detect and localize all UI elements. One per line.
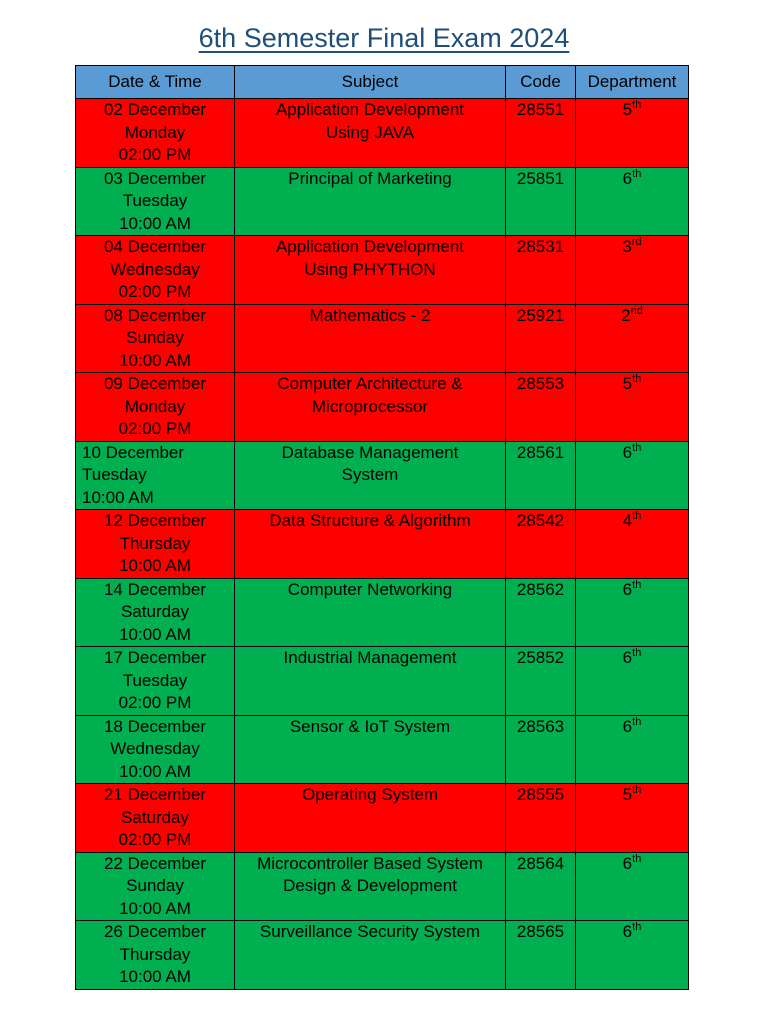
date-time-cell [76, 373, 235, 442]
exam-time: 10:00 AM [119, 213, 191, 233]
exam-day: Sunday [126, 328, 184, 347]
department-cell [576, 441, 689, 510]
table-row [76, 784, 689, 853]
subject-cell [235, 784, 506, 853]
date-time-cell [76, 304, 235, 373]
exam-date: 26 December [103, 922, 207, 941]
table-row [76, 167, 689, 236]
subject-cell [235, 715, 506, 784]
subject-line: Using JAVA [325, 122, 415, 142]
department-cell [576, 852, 689, 921]
department-number: 2 [621, 305, 631, 325]
exam-date: 17 December [103, 648, 207, 667]
department-number: 6 [622, 716, 633, 736]
subject-cell [235, 510, 506, 579]
department-suffix: th [632, 167, 642, 180]
exam-time: 10:00 AM [119, 898, 191, 918]
exam-day: Monday [124, 122, 186, 142]
date-time-cell [76, 167, 235, 236]
exam-time: 02:00 PM [118, 145, 192, 164]
department-number: 3 [622, 237, 632, 256]
department-cell [576, 715, 689, 784]
department-suffix: th [632, 373, 642, 385]
code-cell: 28563 [506, 715, 576, 784]
table-row [76, 510, 689, 579]
exam-time: 02:00 PM [118, 830, 192, 849]
code-cell: 28531 [506, 236, 576, 305]
department-cell [576, 304, 689, 373]
department-suffix: th [632, 441, 642, 454]
exam-date: 10 December [82, 442, 185, 462]
department-suffix: th [632, 510, 642, 522]
subject-cell [235, 373, 506, 442]
department-number: 5 [622, 100, 633, 119]
department-suffix: th [632, 784, 642, 796]
date-time-cell [76, 715, 235, 784]
code-cell: 28562 [506, 578, 576, 647]
header-subject: Subject [235, 66, 506, 99]
code-cell: 28553 [506, 373, 576, 442]
subject-line: Principal of Marketing [288, 168, 452, 188]
department-suffix: rd [631, 236, 642, 248]
department-number: 4 [622, 511, 633, 530]
header-department: Department [576, 66, 689, 99]
exam-date: 03 December [103, 168, 207, 188]
exam-day: Sunday [126, 876, 184, 895]
date-time-cell [76, 99, 235, 168]
header-date-time: Date & Time [76, 66, 235, 99]
department-suffix: th [632, 852, 642, 865]
exam-day: Thursday [119, 533, 191, 553]
exam-time: 10:00 AM [119, 967, 191, 986]
subject-line: Operating System [301, 785, 439, 804]
code-cell: 25852 [506, 647, 576, 716]
exam-date: 04 December [103, 237, 207, 256]
table-row [76, 373, 689, 442]
subject-line: Computer Networking [287, 579, 453, 599]
subject-cell [235, 852, 506, 921]
code-cell: 28542 [506, 510, 576, 579]
date-time-cell [76, 236, 235, 305]
date-time-cell [76, 852, 235, 921]
department-number: 6 [622, 168, 633, 188]
page-title: 6th Semester Final Exam 2024 [198, 23, 570, 53]
department-cell [576, 167, 689, 236]
department-cell [576, 99, 689, 168]
table-row [76, 715, 689, 784]
exam-time: 02:00 PM [118, 693, 192, 712]
exam-time: 10:00 AM [119, 624, 191, 644]
date-time-cell [76, 510, 235, 579]
code-cell: 25851 [506, 167, 576, 236]
department-cell [576, 647, 689, 716]
table-row [76, 304, 689, 373]
subject-line: Microprocessor [311, 396, 429, 416]
exam-date: 12 December [103, 511, 207, 530]
department-suffix: th [632, 647, 642, 659]
department-number: 6 [622, 922, 633, 941]
subject-cell [235, 441, 506, 510]
exam-day: Saturday [120, 602, 190, 621]
subject-line: Microcontroller Based System [257, 853, 483, 873]
exam-day: Monday [124, 396, 186, 416]
subject-line: Design & Development [283, 876, 457, 895]
code-cell: 28565 [506, 921, 576, 990]
subject-cell [235, 236, 506, 305]
department-number: 6 [622, 853, 633, 873]
exam-day: Tuesday [122, 670, 188, 690]
exam-time: 10:00 AM [119, 350, 191, 370]
department-cell [576, 578, 689, 647]
subject-line: Application Development [275, 100, 465, 119]
exam-date: 09 December [103, 374, 207, 393]
exam-day: Tuesday [82, 465, 147, 484]
exam-day: Saturday [120, 807, 190, 827]
subject-line: Data Structure & Algorithm [269, 511, 471, 530]
table-row [76, 921, 689, 990]
exam-day: Wednesday [110, 259, 200, 279]
subject-cell [235, 99, 506, 168]
date-time-cell [76, 441, 235, 510]
exam-day: Thursday [119, 944, 191, 964]
department-cell [576, 921, 689, 990]
exam-date: 08 December [103, 305, 207, 325]
date-time-cell [76, 784, 235, 853]
table-row [76, 99, 689, 168]
exam-date: 14 December [103, 579, 207, 599]
subject-line: Surveillance Security System [259, 922, 481, 941]
code-cell: 28551 [506, 99, 576, 168]
department-suffix: th [632, 578, 642, 591]
department-cell [576, 373, 689, 442]
subject-line: Database Management [281, 442, 459, 462]
exam-day: Tuesday [122, 191, 188, 210]
exam-time: 10:00 AM [119, 556, 191, 575]
subject-line: Application Development [275, 237, 465, 256]
exam-date: 02 December [103, 100, 207, 119]
subject-line: Industrial Management [283, 648, 457, 667]
code-cell: 28561 [506, 441, 576, 510]
code-cell: 28564 [506, 852, 576, 921]
header-code: Code [506, 66, 576, 99]
subject-cell [235, 921, 506, 990]
table-header-row [76, 66, 689, 99]
exam-time: 10:00 AM [119, 761, 191, 781]
exam-time: 02:00 PM [118, 419, 192, 438]
exam-time: 02:00 PM [118, 282, 192, 301]
date-time-cell [76, 578, 235, 647]
subject-cell [235, 167, 506, 236]
subject-cell [235, 578, 506, 647]
table-row [76, 852, 689, 921]
subject-line: Computer Architecture & [277, 374, 463, 393]
table-row [76, 647, 689, 716]
department-cell [576, 784, 689, 853]
code-cell: 25921 [506, 304, 576, 373]
subject-line: Sensor & IoT System [289, 716, 451, 736]
department-number: 6 [622, 442, 633, 462]
date-time-cell [76, 647, 235, 716]
code-cell: 28555 [506, 784, 576, 853]
department-suffix: th [632, 99, 642, 111]
exam-date: 21 December [103, 785, 207, 804]
exam-day: Wednesday [110, 739, 200, 758]
exam-time: 10:00 AM [82, 487, 154, 507]
subject-line: Mathematics - 2 [309, 305, 431, 325]
subject-line: System [341, 465, 399, 484]
department-suffix: th [632, 921, 642, 933]
exam-schedule-table [75, 65, 689, 990]
table-row [76, 236, 689, 305]
exam-date: 22 December [103, 853, 207, 873]
table-row [76, 441, 689, 510]
department-suffix: th [632, 715, 642, 728]
department-suffix: nd [630, 304, 643, 317]
subject-cell [235, 647, 506, 716]
department-number: 5 [622, 785, 633, 804]
date-time-cell [76, 921, 235, 990]
department-number: 5 [622, 374, 633, 393]
subject-cell [235, 304, 506, 373]
table-row [76, 578, 689, 647]
department-cell [576, 236, 689, 305]
department-cell [576, 510, 689, 579]
subject-line: Using PHYTHON [304, 259, 436, 279]
department-number: 6 [622, 579, 633, 599]
exam-date: 18 December [103, 716, 207, 736]
department-number: 6 [622, 648, 633, 667]
